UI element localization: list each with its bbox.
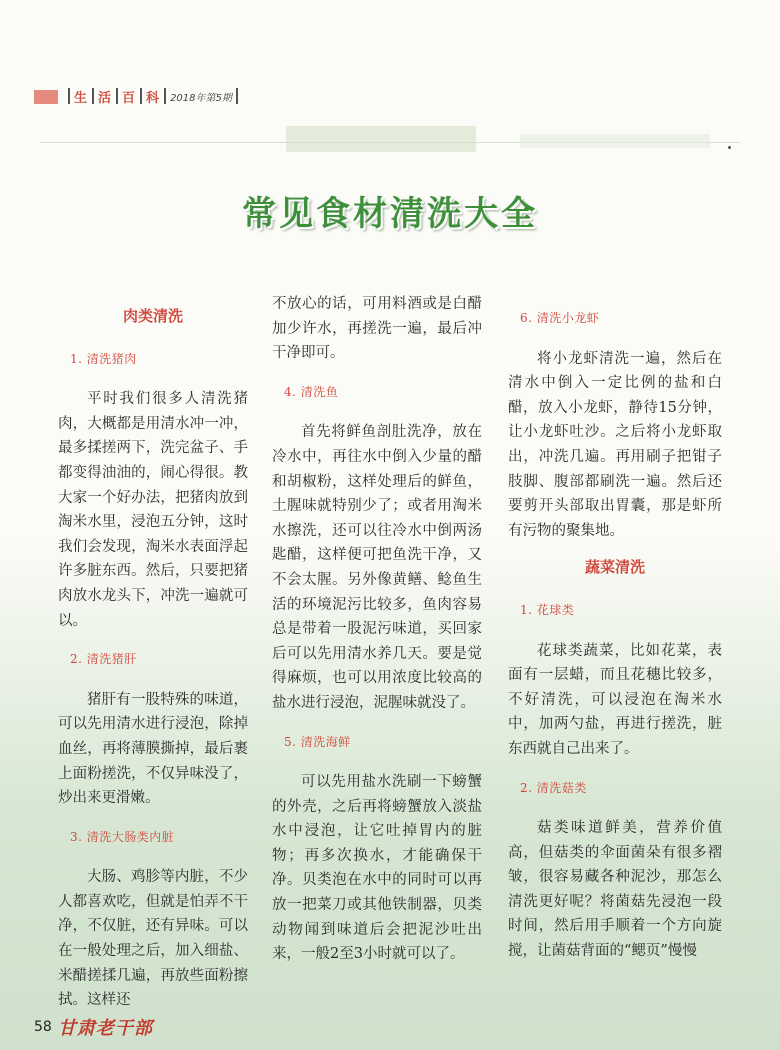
header-category-2: 活 xyxy=(98,90,113,106)
paragraph: 平时我们很多人清洗猪肉，大概都是用清水冲一冲，最多揉搓两下，洗完盆子、手都变得油油的，闹心得很。教大家一个好办法，把猪肉放到淘米水里，浸泡五分钟，这时我们会发现，淘米水表面浮起许多脏东西。然后，只要把猪肉放水龙头下，冲洗一遍就可以。 xyxy=(58,391,248,629)
section-title-meat: 肉类清洗 xyxy=(122,307,183,325)
magazine-logo: 甘肃老干部 xyxy=(57,1018,153,1039)
subheading: 4. 清洗鱼 xyxy=(284,384,339,399)
paragraph: 将小龙虾清洗一遍，然后在清水中倒入一定比例的盐和白醋，放入小龙虾，静待15分钟，让小龙虾吐沙。之后将小龙虾取出，冲洗几遍。再用刷子把钳子肢脚、腹部都刷洗一遍。然后还要剪开头部取出胃囊，那是虾所有污物的聚集地。 xyxy=(508,350,722,539)
paragraph: 可以先用盐水洗刷一下螃蟹的外壳，之后再将螃蟹放入淡盐水中浸泡，让它吐掉胃内的脏物；再多次换水，才能确保干净。贝类泡在水中的同时可以再放一把菜刀或其他铁制器，贝类动物闻到味道后会把泥沙吐出来，一般2至3小时就可以了。 xyxy=(272,774,482,963)
header-category-3: 百 xyxy=(122,90,137,106)
header-category-1: 生 xyxy=(74,90,89,106)
page-footer xyxy=(34,1014,153,1040)
decorative-banner-faint xyxy=(520,134,710,148)
subheading: 3. 清洗大肠类内脏 xyxy=(70,829,175,844)
header-divider xyxy=(92,88,94,104)
paragraph: 菇类味道鲜美，营养价值高，但菇类的伞面菌朵有很多褶皱，很容易藏各种泥沙，那怎么清洗更好呢？将菌菇先浸泡一段时间，然后用手顺着一个方向旋搅，让菌菇背面的“鳃页”慢慢 xyxy=(508,820,722,960)
subheading: 6. 清洗小龙虾 xyxy=(520,311,600,325)
column-1 xyxy=(58,292,248,1013)
paragraph: 猪肝有一股特殊的味道，可以先用清水进行浸泡，除掉血丝，再将薄膜撕掉，最后裹上面粉搓洗，不仅异味没了，炒出来更滑嫩。 xyxy=(58,691,248,807)
section-title-vegetables: 蔬菜清洗 xyxy=(584,558,645,577)
header-divider xyxy=(164,88,166,104)
paragraph: 大肠、鸡胗等内脏，不少人都喜欢吃，但就是怕弄不干净，不仅脏，还有异味。可以在一般处理之后，加入细盐、米醋搓揉几遍，再放些面粉擦拭。这样还 xyxy=(58,869,248,1009)
decorative-dot xyxy=(728,146,731,149)
decorative-banner xyxy=(286,126,476,152)
subheading: 1. 清洗猪肉 xyxy=(70,351,137,366)
running-header xyxy=(64,86,242,106)
header-issue: 2018年第5期 xyxy=(170,92,232,104)
paragraph-continued: 不放心的话，可用料酒或是白醋加少许水，再搓洗一遍，最后冲干净即可。 xyxy=(272,296,482,362)
column-3 xyxy=(508,292,722,964)
header-divider xyxy=(68,88,70,104)
subheading: 1. 花球类 xyxy=(520,602,575,617)
header-divider xyxy=(140,88,142,104)
paragraph: 首先将鲜鱼剖肚洗净，放在冷水中，再往水中倒入少量的醋和胡椒粉，这样处理后的鲜鱼，土腥味就特别少了；或者用淘米水擦洗，还可以往冷水中倒两汤匙醋，这样便可把鱼洗干净，又不会太腥。另外像黄鳝、鲶鱼生活的环境泥污比较多，鱼肉容易总是带着一股泥污味道，买回家后可以先用清水养几天。要是觉得麻烦，也可以用浓度比较高的盐水进行浸泡，泥腥味就没了。 xyxy=(272,424,482,711)
subheading: 2. 清洗猪肝 xyxy=(70,652,137,667)
subheading: 2. 清洗菇类 xyxy=(520,780,587,795)
header-category-4: 科 xyxy=(146,90,161,106)
subheading: 5. 清洗海鲜 xyxy=(284,734,351,749)
header-divider xyxy=(236,88,238,104)
header-divider xyxy=(116,88,118,104)
page-number: 58 xyxy=(34,1019,52,1035)
column-2 xyxy=(272,292,482,967)
paragraph: 花球类蔬菜，比如花菜，表面有一层蜡，而且花穗比较多，不好清洗，可以浸泡在淘米水中，加两勺盐，再进行搓洗，脏东西就自己出来了。 xyxy=(508,642,722,757)
header-color-block xyxy=(34,90,58,104)
article-title: 常见食材清洗大全 xyxy=(242,194,538,234)
